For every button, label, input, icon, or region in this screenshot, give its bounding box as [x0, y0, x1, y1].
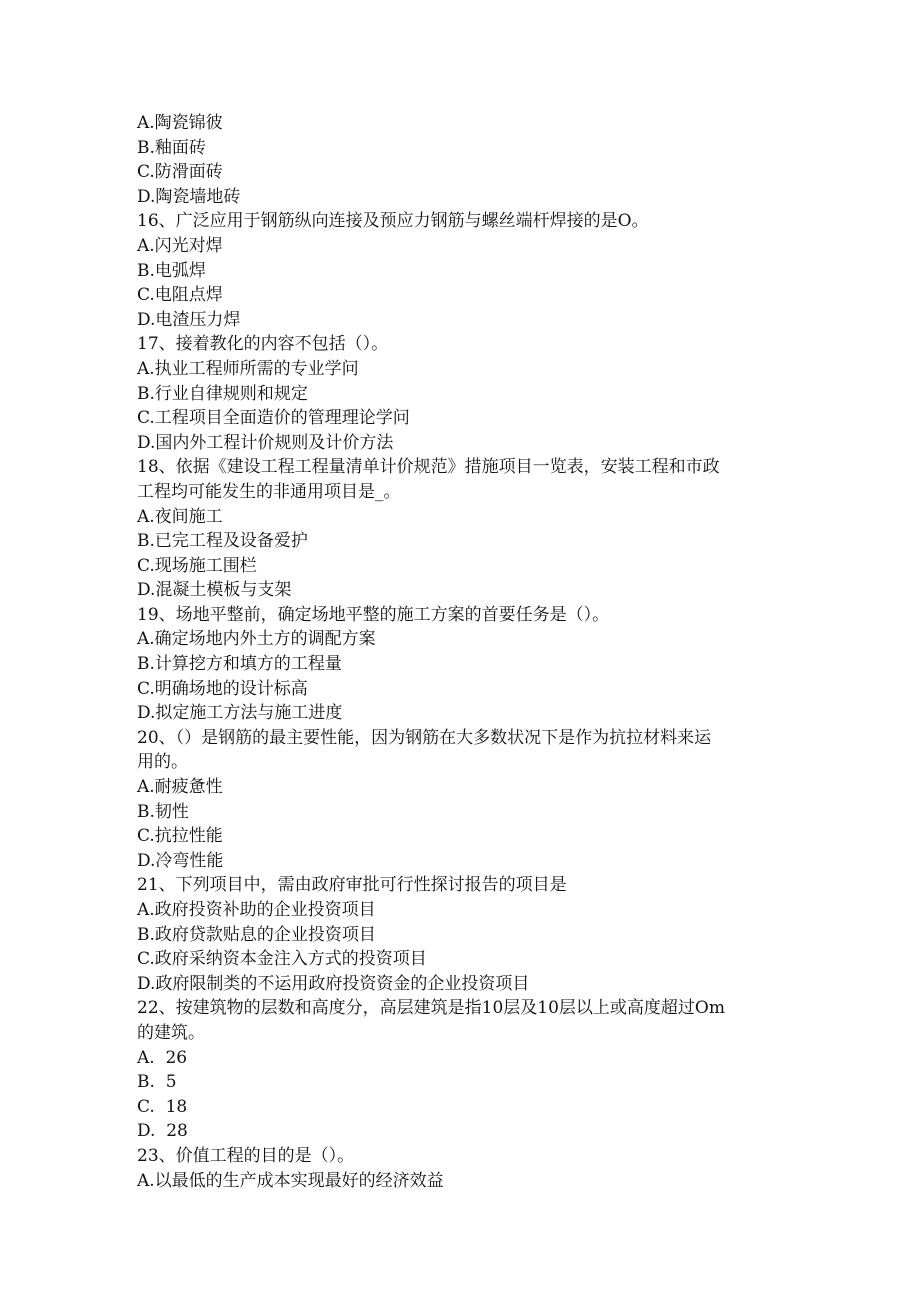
- option-line: A.陶瓷锦彼: [137, 113, 223, 133]
- option-line: C.工程项目全面造价的管理理论学问: [137, 408, 410, 429]
- question-21: 21、下列项目中，需由政府审批可行性探讨报告的项目是: [137, 875, 567, 896]
- question-20: 20、（）是钢筋的最主要性能，因为钢筋在大多数状况下是作为抗拉材料来运: [137, 727, 712, 748]
- option-line: A.夜间施工: [137, 506, 223, 527]
- option-line: D.混凝土模板与支架: [137, 580, 292, 601]
- question-22-cont: 的建筑。: [137, 1022, 205, 1043]
- option-line: D.国内外工程计价规则及计价方法: [137, 432, 394, 453]
- option-line: D.电渣压力焊: [137, 309, 241, 330]
- question-23: 23、价值工程的目的是（）。: [137, 1145, 355, 1166]
- option-line: C. 18: [137, 1096, 188, 1117]
- option-line: B.釉面砖: [137, 137, 206, 158]
- option-line: A.以最低的生产成本实现最好的经济效益: [137, 1170, 444, 1191]
- option-line: B.电弧焊: [137, 260, 206, 281]
- document-page: [137, 111, 787, 1193]
- option-line: A.耐疲惫性: [137, 777, 223, 798]
- option-line: D.拟定施工方法与施工进度: [137, 703, 343, 724]
- option-line: A. 26: [137, 1047, 188, 1068]
- option-line: C.政府采纳资本金注入方式的投资项目: [137, 949, 427, 970]
- option-line: A.政府投资补助的企业投资项目: [137, 900, 376, 920]
- option-line: C.电阻点焊: [137, 285, 223, 306]
- option-line: B.计算挖方和填方的工程量: [137, 654, 342, 675]
- question-22: 22、按建筑物的层数和高度分，高层建筑是指10层及10层以上或高度超过Om: [137, 998, 725, 1019]
- question-18-cont: 工程均可能发生的非通用项目是_。: [137, 481, 401, 502]
- option-line: A.闪光对焊: [137, 235, 223, 256]
- question-16: 16、广泛应用于钢筋纵向连接及预应力钢筋与螺丝端杆焊接的是O。: [137, 211, 649, 232]
- option-line: B.政府贷款贴息的企业投资项目: [137, 924, 376, 945]
- option-line: D.冷弯性能: [137, 850, 224, 871]
- question-20-cont: 用的。: [137, 752, 188, 773]
- option-line: D. 28: [137, 1121, 188, 1142]
- option-line: C.现场施工围栏: [137, 555, 257, 576]
- option-line: B. 5: [137, 1072, 177, 1093]
- option-line: C.明确场地的设计标高: [137, 678, 308, 699]
- option-line: A.执业工程师所需的专业学问: [137, 358, 359, 379]
- option-line: C.抗拉性能: [137, 826, 223, 847]
- option-line: B.已完工程及设备爱护: [137, 531, 308, 552]
- question-19: 19、场地平整前，确定场地平整的施工方案的首要任务是（）。: [137, 604, 610, 625]
- option-line: B.行业自律规则和规定: [137, 383, 308, 404]
- option-line: C.防滑面砖: [137, 162, 223, 183]
- question-17: 17、接着教化的内容不包括（）。: [137, 334, 389, 355]
- option-line: A.确定场地内外土方的调配方案: [137, 629, 376, 650]
- question-18: 18、依据《建设工程工程量清单计价规范》措施项目一览表，安装工程和市政: [137, 457, 720, 478]
- option-line: D.政府限制类的不运用政府投资资金的企业投资项目: [137, 973, 530, 994]
- option-line: B.韧性: [137, 801, 189, 822]
- option-line: D.陶瓷墙地砖: [137, 186, 241, 207]
